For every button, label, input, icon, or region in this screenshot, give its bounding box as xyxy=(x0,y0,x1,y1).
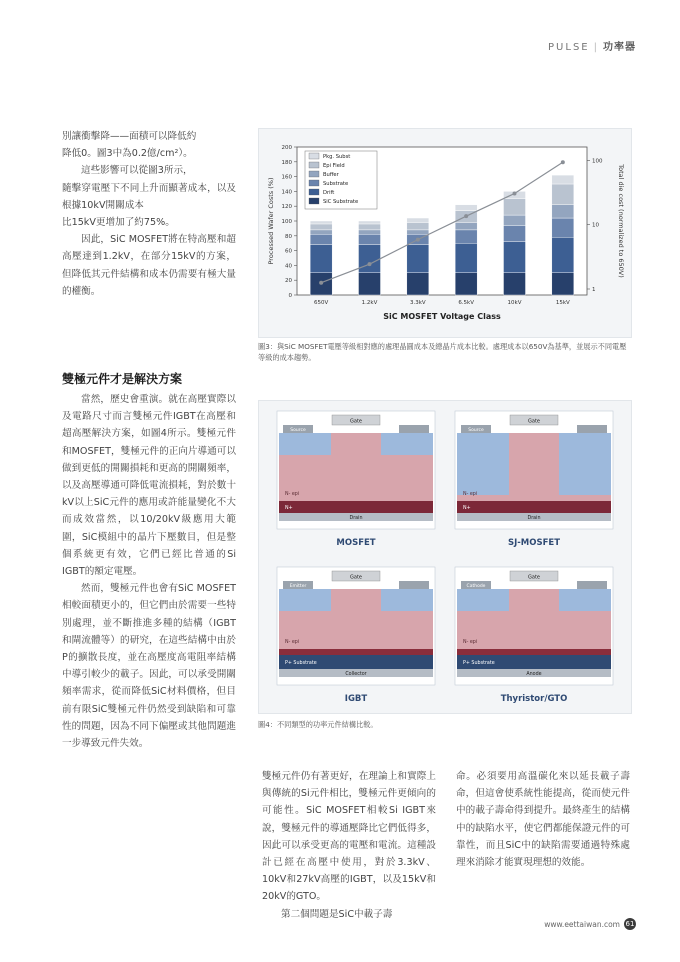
drain-label: Anode xyxy=(526,672,542,677)
bar-segment xyxy=(455,230,477,243)
jfet-region xyxy=(331,433,381,455)
line-point xyxy=(561,160,565,164)
panel-label: Thyristor/GTO xyxy=(500,694,568,704)
bar-segment xyxy=(310,245,332,273)
bar-segment xyxy=(455,222,477,229)
header-section: 功率器 xyxy=(603,42,636,53)
y2-tick-label: 100 xyxy=(592,158,603,165)
drain-label: Drain xyxy=(349,516,363,521)
p-well xyxy=(381,433,433,455)
device-structures xyxy=(259,401,631,713)
p-well xyxy=(279,433,331,455)
source-contact xyxy=(577,581,607,589)
source-label: Cathode xyxy=(466,584,486,589)
bar-segment xyxy=(504,215,526,225)
p-well xyxy=(381,589,433,611)
drift-label: N- epi xyxy=(463,492,478,497)
device-panel xyxy=(277,567,435,704)
drift-label: N- epi xyxy=(463,640,478,645)
legend-label: Substrate xyxy=(323,181,349,187)
bar-segment xyxy=(407,230,429,234)
x-tick-label: 15kV xyxy=(555,300,570,306)
legend-swatch xyxy=(309,153,319,159)
legend-label: Buffer xyxy=(323,172,339,178)
line-point xyxy=(513,191,517,195)
bar-segment xyxy=(504,199,526,215)
p-well xyxy=(457,433,509,495)
cost-chart xyxy=(259,129,631,337)
device-panel xyxy=(455,567,613,704)
substrate-label: N+ xyxy=(285,506,293,511)
paragraph: 當然，歷史會重演。就在高壓實際以及電路尺寸而言雙極元件IGBT在高壓和超高壓解決方案，如圖4所示。雙極元件和MOSFET，雙極元件的正向片導通可以做到更低的開關損耗和更高的開關頻率，以及高壓導通可降低電流損耗，對於數十kV以上SiC元件的應用或許能量變化不大而成效當然，以10/20kV級應用大範圍，SiC模組中的晶片下壓數目，但是整個系統更有效，它們已經比普通的Si IGBT的額定電壓。 xyxy=(62,394,236,578)
bar-segment xyxy=(310,234,332,244)
panel-label: IGBT xyxy=(344,694,368,704)
source-contact xyxy=(399,581,429,589)
device-panel xyxy=(277,411,435,548)
legend-label: Pkg. Subst xyxy=(323,154,351,160)
source-contact xyxy=(577,425,607,433)
panel-label: MOSFET xyxy=(336,538,376,548)
y-tick-label: 120 xyxy=(281,204,292,211)
bar-segment xyxy=(504,242,526,273)
line-point xyxy=(368,262,372,266)
substrate-layer xyxy=(457,501,611,513)
p-well xyxy=(457,589,509,611)
jfet-region xyxy=(509,589,559,611)
bar-segment xyxy=(359,245,381,273)
x-axis-label: SiC MOSFET Voltage Class xyxy=(383,312,501,321)
bar-segment xyxy=(552,273,574,295)
drain-label: Drain xyxy=(527,516,541,521)
p-well xyxy=(559,589,611,611)
y-tick-label: 0 xyxy=(288,293,292,299)
buffer-layer xyxy=(279,649,433,655)
y2-axis-label: Total die cost (normalized to 650V) xyxy=(617,164,625,278)
legend-swatch xyxy=(309,180,319,186)
bar-segment xyxy=(407,273,429,295)
bar-segment xyxy=(359,221,381,224)
paragraph: 雙極元件仍有著更好，在理論上和實際上與傳統的Si元件相比，雙極元件更傾向的可能性。SiC MOSFET相較Si IGBT來說，雙極元件的導通壓降比它們低得多，因此可以承受更高的電壓和電流。這種設計已經在高壓中使用，對於3.3kV、10kV和27kV高壓的IGBT，以及15kV和20kV的GTO。 xyxy=(262,771,436,903)
bar-segment xyxy=(310,224,332,230)
footer-url[interactable]: www.eettaiwan.com xyxy=(544,920,620,929)
column-1-bottom xyxy=(62,391,236,752)
paragraph: 隨擊穿電壓下不同上升而顯著成本，以及根據10kV開關成本 xyxy=(62,182,236,211)
y-tick-label: 40 xyxy=(285,263,292,270)
gate-label: Gate xyxy=(528,574,540,581)
paragraph: 命。必須要用高溫碳化來以延長載子壽命，但這會使系統性能提高，從而使元件中的載子壽命得到提升。最終產生的結構中的缺陷水平，使它們都能保證元件的可靠性，而且SiC中的缺陷需要通過特殊處理來消除才能實現理想的效能。 xyxy=(456,771,630,869)
bar-segment xyxy=(310,230,332,234)
bar-segment xyxy=(552,184,574,205)
source-label: Source xyxy=(290,428,306,433)
legend-swatch xyxy=(309,171,319,177)
drift-region xyxy=(457,495,611,501)
p-well xyxy=(559,433,611,495)
bar-segment xyxy=(310,221,332,224)
column-1-top xyxy=(62,128,236,300)
line-point xyxy=(416,238,420,242)
drain-label: Collector xyxy=(345,672,367,677)
paragraph: 這些影響可以從圖3所示， xyxy=(81,165,193,177)
bar-segment xyxy=(359,230,381,234)
figure-4-caption: 圖4：不同類型的功率元件結構比較。 xyxy=(258,720,378,729)
paragraph: 第二個問題是SiC中載子壽 xyxy=(281,908,393,920)
figure-3-caption: 圖3：與SiC MOSFET電壓等級相對應的處理晶圓成本及總晶片成本比較。處理成本以650V為基準，並展示不同電壓等級的成本趨勢。 xyxy=(258,342,627,362)
bar-segment xyxy=(359,234,381,244)
legend-swatch xyxy=(309,189,319,195)
y-tick-label: 100 xyxy=(281,219,292,225)
buffer-layer xyxy=(457,649,611,655)
jfet-region xyxy=(509,433,559,455)
bar-segment xyxy=(407,245,429,273)
paragraph: 別讓衝擊降——面積可以降低約 xyxy=(62,131,197,142)
jfet-region xyxy=(331,589,381,611)
y-tick-label: 140 xyxy=(281,189,292,196)
section-heading: 雙極元件才是解決方案 xyxy=(62,372,183,386)
column-2 xyxy=(262,768,436,923)
y2-tick-label: 10 xyxy=(592,222,599,229)
bar-segment xyxy=(407,218,429,222)
line-point xyxy=(319,281,323,285)
bar-segment xyxy=(552,175,574,184)
paragraph: 然而，雙極元件也會有SiC MOSFET相較面積更小的，但它們由於需要一些特別處理，並不斷推進多種的結構（IGBT和閘流體等）的研究，在這些結構中由於P的擴散長度，並在高壓度高電阻率結構中導引較少的載子。因此，可以承受開關頻率需求，從而降低SiC材料價格，但目前有限SiC雙極元件仍然受到缺陷和可靠性的問題，因為不同下偏壓或其他問題進一步導致元件失效。 xyxy=(62,583,236,750)
source-label: Source xyxy=(468,428,484,433)
bar-segment xyxy=(552,205,574,218)
substrate-label: P+ Substrate xyxy=(285,661,317,666)
paragraph: 比15kV更增加了約75%。 xyxy=(62,217,175,229)
drift-region xyxy=(279,455,433,501)
legend-label: Epi Field xyxy=(323,163,345,169)
bar-segment xyxy=(407,222,429,229)
device-structures-figure xyxy=(258,400,632,714)
x-tick-label: 10kV xyxy=(507,300,522,306)
bar-segment xyxy=(504,225,526,241)
column-3 xyxy=(456,768,630,871)
x-tick-label: 6.5kV xyxy=(458,300,475,306)
bar-segment xyxy=(455,273,477,295)
x-tick-label: 650V xyxy=(314,300,329,306)
substrate-label: P+ Substrate xyxy=(463,661,495,666)
gate-label: Gate xyxy=(350,574,362,581)
panel-label: SJ-MOSFET xyxy=(507,538,561,548)
gate-label: Gate xyxy=(350,418,362,425)
legend-swatch xyxy=(309,162,319,168)
y-tick-label: 200 xyxy=(281,145,292,151)
bar-segment xyxy=(359,224,381,230)
bar-segment xyxy=(359,273,381,295)
x-tick-label: 1.2kV xyxy=(361,300,378,306)
y-tick-label: 80 xyxy=(285,233,292,240)
x-tick-label: 3.3kV xyxy=(409,300,426,306)
y-tick-label: 160 xyxy=(281,174,292,181)
p-well xyxy=(279,589,331,611)
legend-swatch xyxy=(309,198,319,204)
device-panel xyxy=(455,411,613,548)
y-tick-label: 60 xyxy=(285,248,292,255)
y-tick-label: 180 xyxy=(281,159,292,166)
source-contact xyxy=(399,425,429,433)
y2-tick-label: 1 xyxy=(592,287,596,293)
bar-segment xyxy=(455,205,477,211)
cost-chart-figure xyxy=(258,128,632,338)
header-brand: PULSE xyxy=(548,42,590,53)
drift-label: N- epi xyxy=(285,492,300,497)
substrate-layer xyxy=(279,501,433,513)
substrate-label: N+ xyxy=(463,506,471,511)
page-number: 61 xyxy=(625,920,635,928)
bar-segment xyxy=(504,273,526,295)
drift-region xyxy=(279,611,433,649)
drift-region xyxy=(457,611,611,649)
drift-region xyxy=(509,455,559,495)
source-label: Emitter xyxy=(289,584,307,589)
paragraph: 因此，SiC MOSFET將在特高壓和超高壓達到1.2kV，在部分15kV的方案，但降低其元件結構和成本仍需要有極大量的權衡。 xyxy=(62,234,236,297)
paragraph: 降低0。圖3中為0.2億/cm²）。 xyxy=(62,148,193,160)
gate-label: Gate xyxy=(528,418,540,425)
y-tick-label: 20 xyxy=(285,278,292,285)
drift-label: N- epi xyxy=(285,640,300,645)
line-point xyxy=(464,214,468,218)
legend-label: SiC Substrate xyxy=(323,199,359,205)
bar-segment xyxy=(552,218,574,237)
y-axis-label: Processed Wafer Costs (%) xyxy=(267,177,275,265)
page-header: PULSE | 功率器 xyxy=(548,42,636,53)
bar-segment xyxy=(552,237,574,273)
bar-segment xyxy=(455,243,477,273)
legend-label: Drift xyxy=(323,190,335,196)
